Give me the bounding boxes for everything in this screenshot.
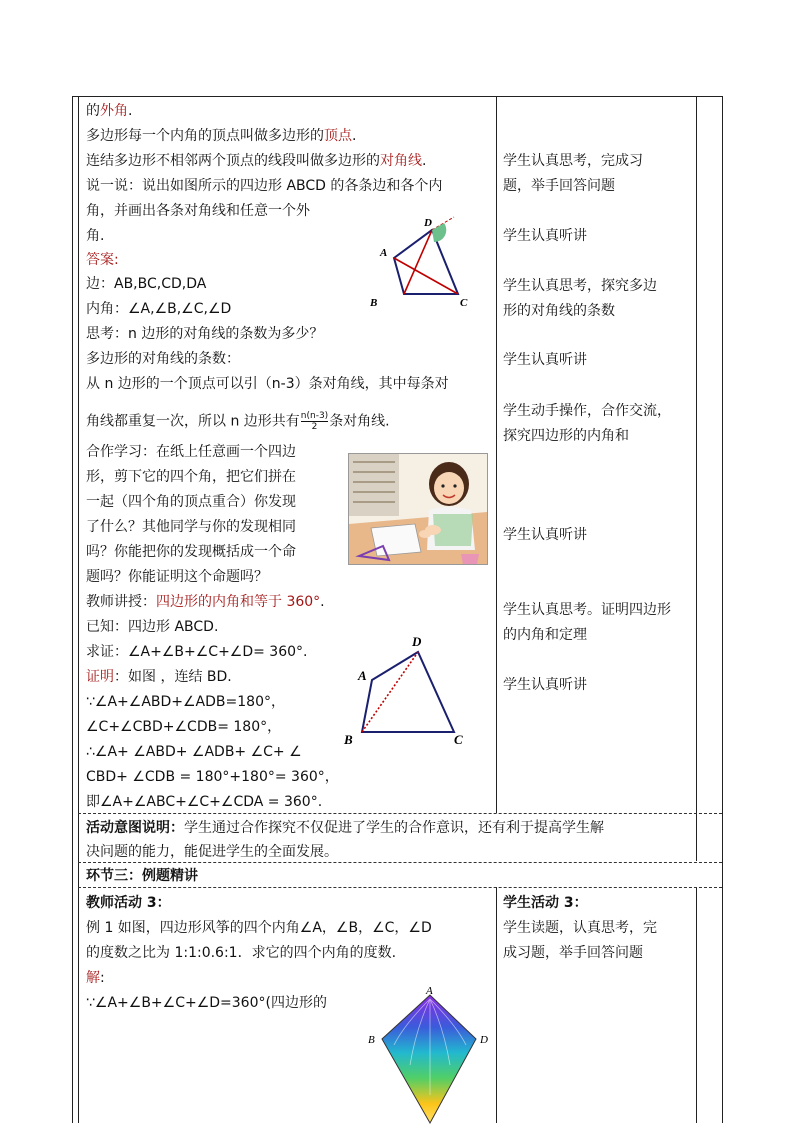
student-example-line-1: 学生读题，认真思考，完: [503, 920, 657, 936]
student-activity-1a: 学生认真思考，完成习: [503, 153, 643, 169]
solution-line-1: ∵∠A+∠B+∠C+∠D=360°(四边形的: [86, 995, 327, 1011]
label-B: B: [368, 1034, 375, 1046]
table-left-border: [78, 96, 79, 1123]
student-activity-6: 学生认真听讲: [503, 527, 587, 543]
diagonal-count-line-1: 从 n 边形的一个顶点可以引（n-3）条对角线，其中每条对: [86, 376, 449, 392]
student-activity-2: 学生认真听讲: [503, 228, 587, 244]
say-it-line-3: 角.: [86, 228, 105, 244]
table-right-border: [696, 96, 697, 861]
example-line-1: 例 1 如图，四边形风筝的四个内角∠A，∠B，∠C，∠D: [86, 920, 432, 936]
angles-answer: 内角：∠A,∠B,∠C,∠D: [86, 301, 232, 317]
diagonal-count-line-2: 角线都重复一次，所以 n 边形共有 $\frac{n(n-3)}{2}$ 条对角线.: [86, 411, 390, 432]
student-activity-3b: 形的对角线的条数: [503, 303, 615, 319]
edges-answer: 边：AB,BC,CD,DA: [86, 276, 207, 292]
label-A: A: [380, 247, 388, 259]
example-line-2: 的度数之比为 1:1:0.6:1．求它的四个内角的度数.: [86, 945, 397, 961]
say-it-line-2: 角，并画出各条对角线和任意一个外: [86, 203, 310, 219]
row-separator: [78, 862, 722, 863]
proof-step-4: CBD+ ∠CDB = 180°+180°= 360°，: [86, 769, 339, 785]
table-right-border-lower: [696, 887, 697, 1123]
label-D: D: [412, 634, 422, 649]
table-column-divider: [496, 96, 497, 813]
student-activity-3-label: 学生活动 3：: [503, 895, 588, 911]
diagonal-fraction: $\frac{n(n-3)}{2}$: [300, 411, 329, 432]
intent-line-2: 决问题的能力，能促进学生的全面发展。: [86, 844, 338, 860]
label-B: B: [370, 297, 378, 309]
quadrilateral-figure-1: [370, 214, 490, 309]
coop-line-6: 题吗？你能证明这个命题吗？: [86, 569, 268, 585]
coop-line-5: 吗？你能把你的发现概括成一个命: [86, 544, 296, 560]
row-separator: [78, 813, 722, 814]
label-A: A: [358, 668, 367, 683]
student-example-line-2: 成习题，举手回答问题: [503, 945, 643, 961]
quadrilateral-figure-2: [342, 632, 472, 747]
given-line: 已知：四边形 ABCD.: [86, 619, 219, 635]
teacher-activity-3-label: 教师活动 3：: [86, 895, 171, 911]
intent-line-1: 活动意图说明：学生通过合作探究不仅促进了学生的合作意识，还有利于提高学生解: [86, 820, 604, 836]
vertex-definition: 多边形每一个内角的顶点叫做多边形的顶点.: [86, 128, 357, 144]
label-C: C: [454, 732, 463, 747]
row-separator: [78, 887, 722, 888]
diagonal-definition: 连结多边形不相邻两个顶点的线段叫做多边形的对角线.: [86, 153, 427, 169]
proof-step-3: ∴∠A+ ∠ABD+ ∠ADB+ ∠C+ ∠: [86, 744, 302, 760]
label-C: C: [460, 297, 468, 309]
think-question: 思考：n 边形的对角线的条数为多少？: [86, 326, 324, 342]
outer-right-border: [722, 96, 723, 1123]
outer-left-border: [72, 96, 73, 1123]
table-top-border: [72, 96, 723, 97]
coop-line-3: 一起（四个角的顶点重合）你发现: [86, 494, 296, 510]
cutting-paper-illustration: [348, 453, 488, 565]
student-activity-5a: 学生动手操作，合作交流，: [503, 403, 671, 419]
label-B: B: [344, 732, 353, 747]
proof-intro: 证明：如图 ，连结 BD.: [86, 669, 232, 685]
coop-line-1: 合作学习：在纸上任意画一个四边: [86, 444, 296, 460]
lecture-line: 教师讲授：四边形的内角和等于 360°.: [86, 594, 325, 610]
student-activity-4: 学生认真听讲: [503, 352, 587, 368]
student-activity-5b: 探究四边形的内角和: [503, 428, 629, 444]
solution-label: 解:: [86, 970, 105, 986]
coop-line-4: 了什么？其他同学与你的发现相同: [86, 519, 296, 535]
section-3-title: 环节三：例题精讲: [86, 868, 198, 884]
student-activity-8: 学生认真听讲: [503, 677, 587, 693]
student-activity-1b: 题，举手回答问题: [503, 178, 615, 194]
proof-step-1: ∵∠A+∠ABD+∠ADB=180°，: [86, 694, 285, 710]
proof-step-2: ∠C+∠CBD+∠CDB= 180°，: [86, 719, 282, 735]
prove-line: 求证：∠A+∠B+∠C+∠D= 360°.: [86, 644, 308, 660]
say-it-line-1: 说一说：说出如图所示的四边形 ABCD 的各条边和各个内: [86, 178, 443, 194]
label-D: D: [424, 217, 432, 229]
outer-angle-line: 的外角.: [86, 103, 133, 119]
student-activity-3a: 学生认真思考，探究多边: [503, 278, 657, 294]
kite-figure: [364, 985, 494, 1125]
student-activity-7a: 学生认真思考。证明四边形: [503, 602, 671, 618]
coop-line-2: 形，剪下它的四个角，把它们拼在: [86, 469, 296, 485]
diagonal-count-title: 多边形的对角线的条数：: [86, 351, 240, 367]
label-D: D: [480, 1034, 488, 1046]
student-activity-7b: 的内角和定理: [503, 627, 587, 643]
answer-label: 答案:: [86, 252, 119, 268]
label-A: A: [426, 985, 433, 997]
proof-step-5: 即∠A+∠ABC+∠C+∠CDA = 360°.: [86, 794, 323, 810]
table-column-divider-lower: [496, 887, 497, 1123]
